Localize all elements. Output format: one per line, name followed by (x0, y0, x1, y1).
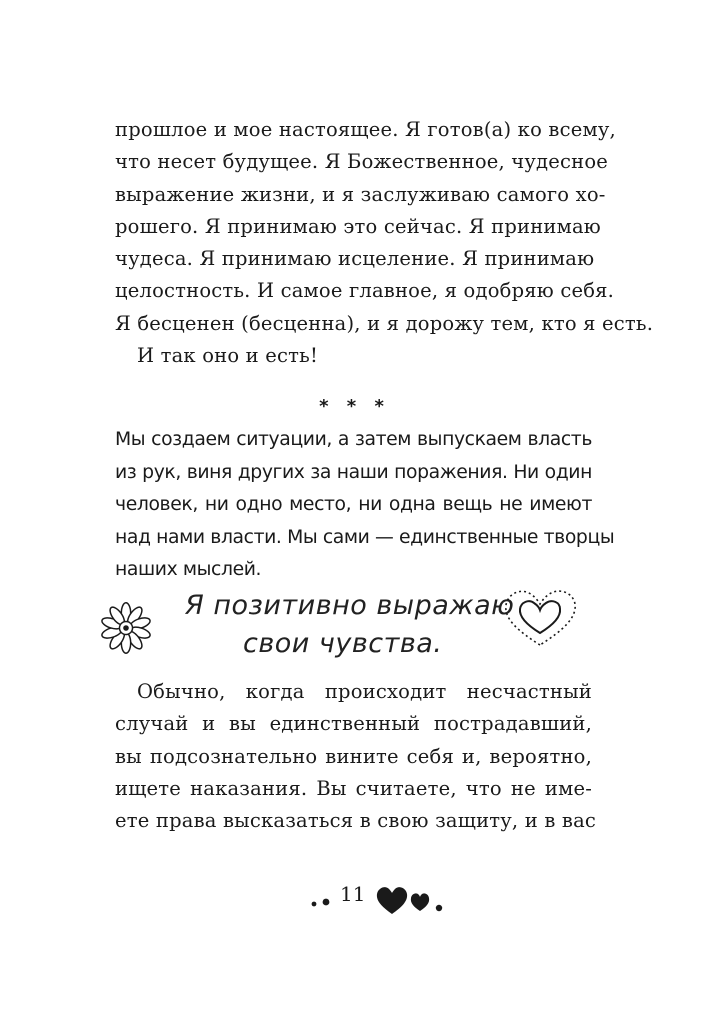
text-line: случай и вы единственный пострадавший, (115, 712, 592, 736)
text-line: Я бесценен (бесценна), и я дорожу тем, кто я есть. (115, 311, 654, 335)
dot-icon (308, 884, 338, 914)
text-line: наших мыслей. (115, 559, 262, 581)
text-line: И так оно и есть! (137, 344, 318, 367)
text-line: вы подсознательно вините себя и, вероятно, (115, 744, 592, 768)
text-line: Обычно, когда происходит несчастный (137, 680, 592, 703)
text-line: человек, ни одно место, ни одна вещь не имеют (115, 494, 592, 516)
page-number: 11 (340, 882, 366, 906)
text-line: над нами власти. Мы сами — единственные творцы (115, 526, 615, 548)
affirmation-line: свои чувства. (243, 628, 443, 659)
text-line: из рук, виня других за наши поражения. Ни один (115, 461, 592, 483)
section-divider: * * * (319, 396, 390, 417)
highlight-paragraph (115, 424, 615, 587)
heart-icon (376, 884, 466, 918)
affirmation-line: Я позитивно выражаю (185, 590, 515, 621)
text-line: целостность. И самое главное, я одобряю себя. (115, 279, 615, 303)
dotted-heart-icon (500, 583, 580, 651)
text-line: Мы создаем ситуации, а затем выпускаем власть (115, 429, 592, 450)
paragraph-new (115, 676, 597, 837)
page-footer (300, 880, 460, 920)
text-line: прошлое и мое настоящее. Я готов(а) ко всему, (115, 118, 616, 141)
text-line: ищете наказания. Вы считаете, что не име- (115, 776, 592, 800)
text-line: выражение жизни, и я заслуживаю самого хо- (115, 182, 606, 206)
text-line: чудеса. Я принимаю исцеление. Я принимаю (115, 247, 595, 271)
affirmation (185, 588, 515, 668)
text-line: ете права высказаться в свою защиту, и в вас (115, 809, 597, 833)
text-line: что несет будущее. Я Божественное, чудесное (115, 150, 609, 174)
text-line: рошего. Я принимаю это сейчас. Я принимаю (115, 214, 601, 238)
daisy-flower-icon (98, 600, 154, 656)
paragraph-closing (115, 340, 592, 372)
paragraph-continued (115, 114, 654, 340)
